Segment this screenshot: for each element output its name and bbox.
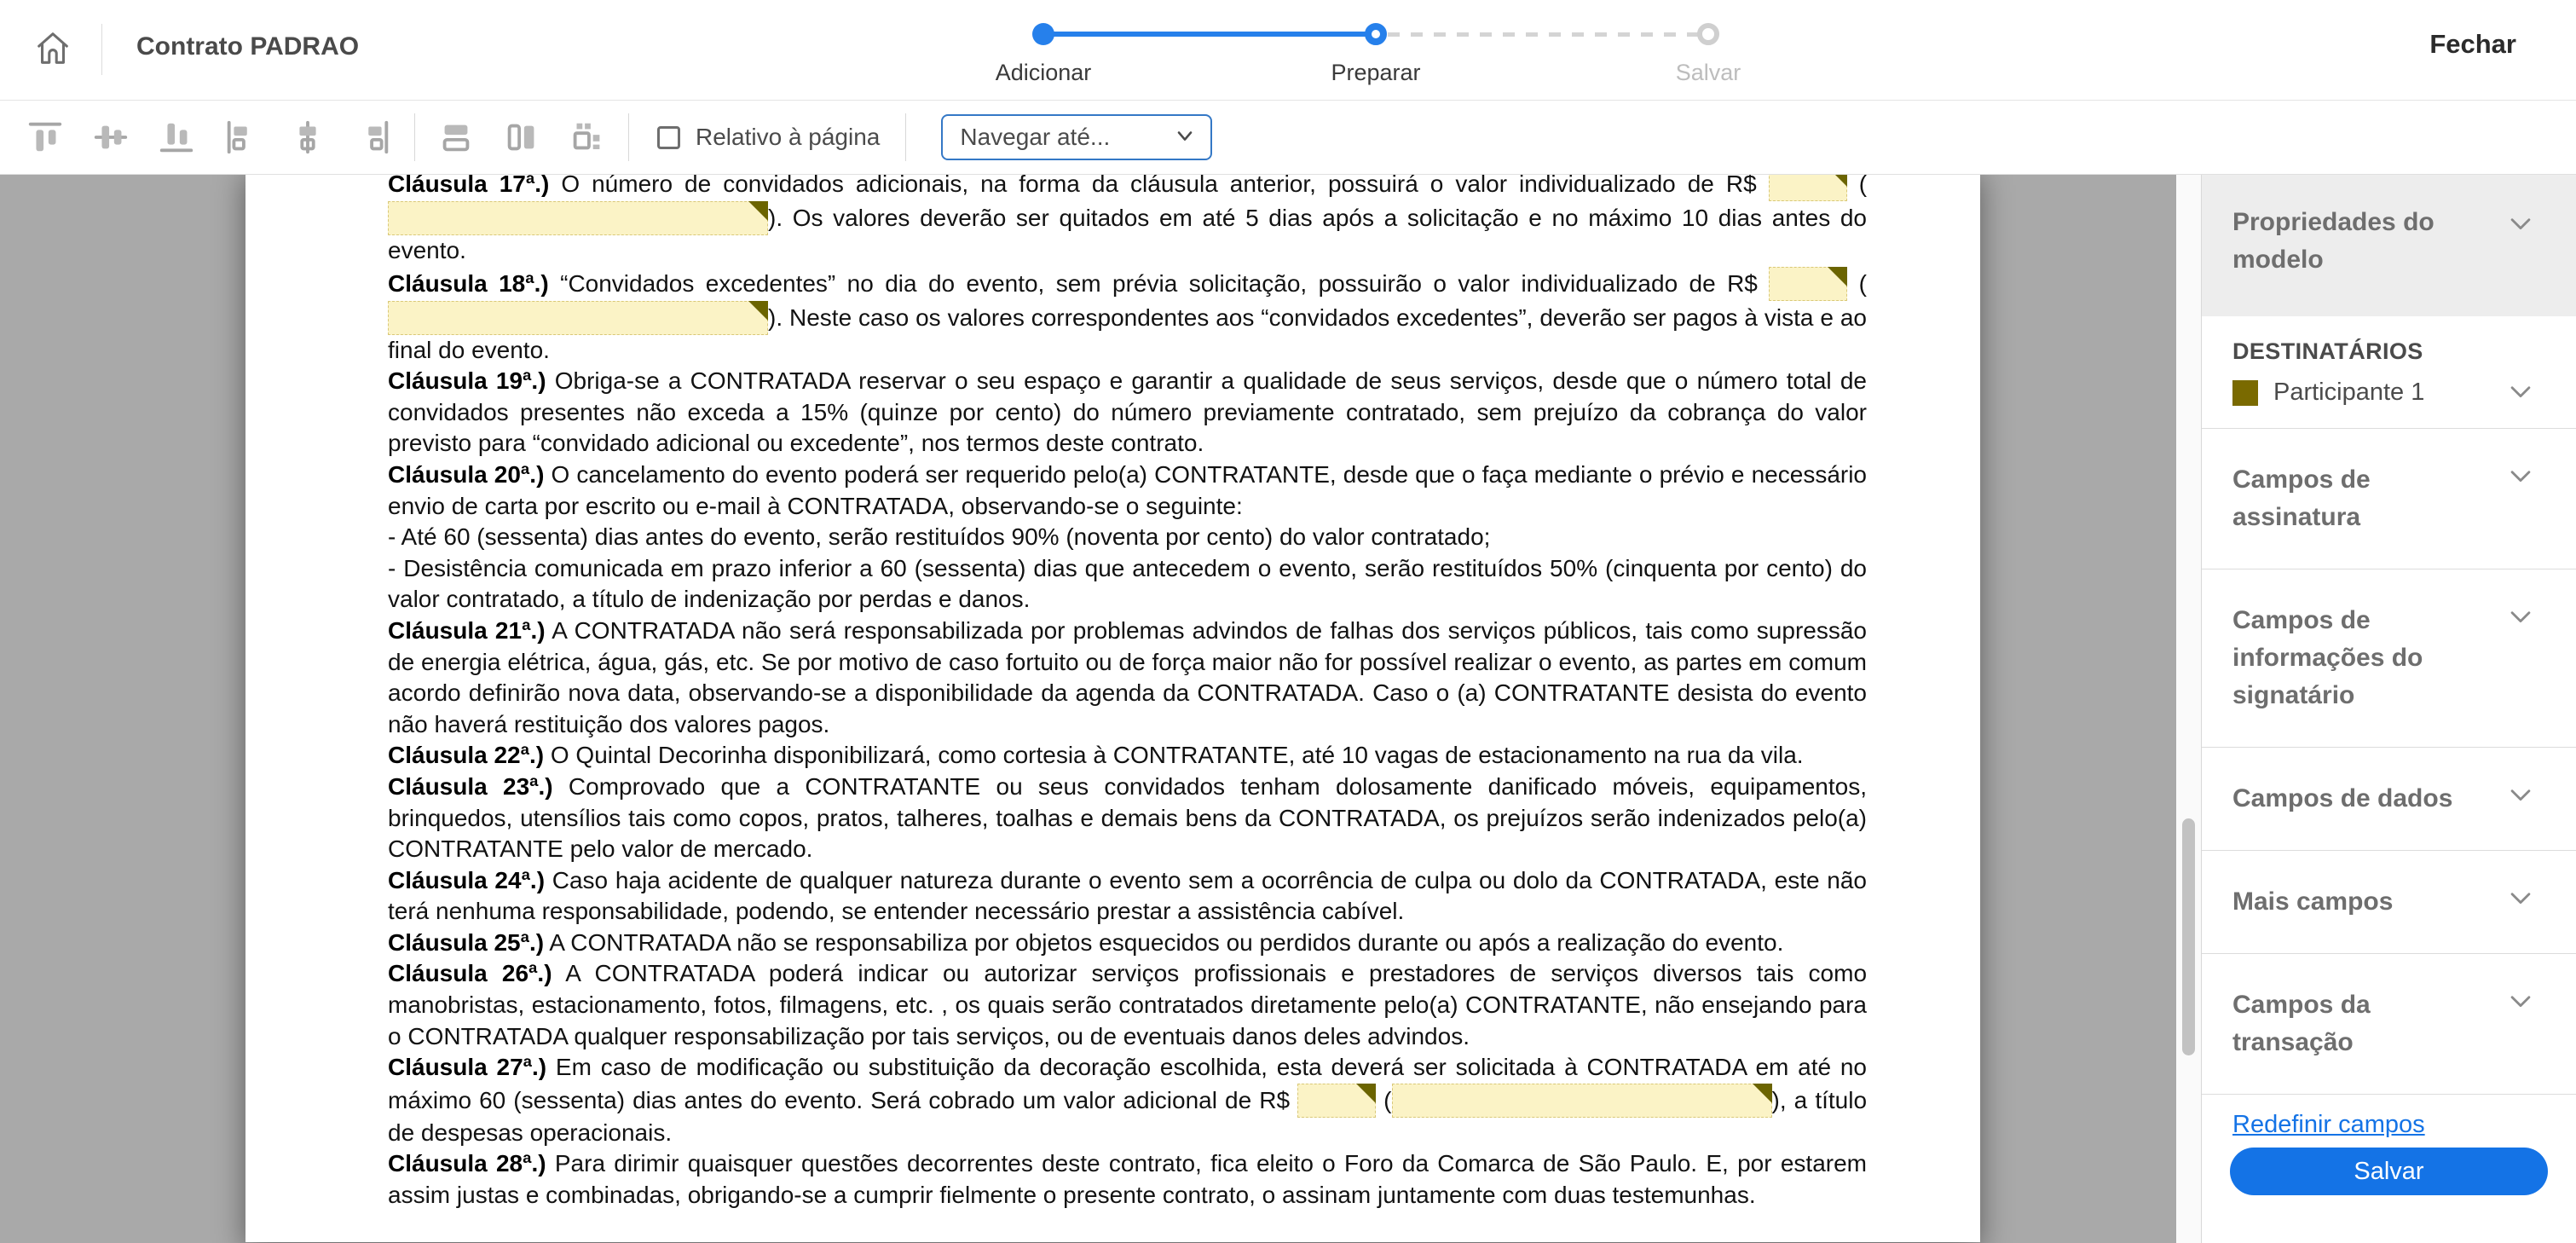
sidebar-sections (2202, 429, 2576, 1095)
toolbar-divider (905, 113, 906, 161)
relative-to-page-checkbox[interactable] (657, 126, 680, 149)
align-top-icon[interactable] (20, 113, 70, 162)
section-label: Campos de dados (2232, 784, 2453, 812)
clause-paragraph: Cláusula 20ª.) O cancelamento do evento poderá ser requerido pelo(a) CONTRATANTE, desde que o faça mediante o prévio e necessário envio de carta por escrito ou e-mail à CONTRATADA, observando-se o seguinte: - Até 60 (sessenta) dias antes do evento, serão restituídos 90% (noventa por cento) do valor contratado; - Desistência comunicada em prazo inferior a 60 (sessenta) dias que antecedem o evento, serão restituídos 50% (cinquenta por cento) do valor contratado, a título de indenização por perdas e danos. (388, 460, 1868, 613)
clause-paragraph: Cláusula 28ª.) Para dirimir quaisquer questões decorrentes deste contrato, fica eleito o Foro da Comarca de São Paulo. E, por estarem assim justas e combinadas, obrigando-se a cumprir fielmente o presente contrato, o assinam juntamente com duas testemunhas. (388, 1150, 1867, 1209)
home-button[interactable] (27, 24, 78, 75)
chevron-down-icon (2506, 780, 2535, 812)
progress-stepper (995, 19, 1741, 90)
form-field[interactable] (1297, 1084, 1376, 1118)
clause-paragraph: Cláusula 24ª.) Caso haja acidente de qualquer natureza durante o evento sem a ocorrência de culpa ou dolo da CONTRATADA, este não terá nenhuma responsabilidade, podendo, se entender necessário prestar a assistência cabível. (388, 866, 1867, 925)
clause-paragraph: Cláusula 23ª.) Comprovado que a CONTRATANTE ou seus convidados tenham dolosamente danificado móveis, equipamentos, brinquedos, utensílios tais como copos, pratos, talheres, toalhas e demais bens da CONTRATADA, os prejuízos serão indenizados pelo(a) CONTRATANTE pelo valor de mercado. (388, 772, 1867, 863)
chevron-down-icon (2506, 602, 2535, 633)
section-label: Campos de assinatura (2232, 465, 2371, 531)
step-dot-preparar[interactable] (1365, 23, 1387, 45)
distribute-horizontal-icon[interactable] (431, 113, 481, 162)
save-button[interactable]: Salvar (2230, 1148, 2548, 1195)
vertical-scrollbar[interactable] (2176, 175, 2201, 1243)
clause-paragraph: Cláusula 22ª.) O Quintal Decorinha disponibilizará, como cortesia à CONTRATANTE, até 10 vagas de estacionamento na rua da vila. (388, 742, 1804, 769)
section-label: Mais campos (2232, 887, 2394, 916)
section-campos-da-transacao[interactable] (2202, 954, 2576, 1095)
align-left-icon[interactable] (217, 113, 267, 162)
step-label-adicionar[interactable]: Adicionar (995, 60, 1092, 85)
step-dot-salvar[interactable] (1697, 23, 1719, 45)
align-center-icon[interactable] (283, 113, 332, 162)
participant-color-swatch (2232, 380, 2258, 406)
align-bottom-icon[interactable] (152, 113, 201, 162)
toolbar-divider (628, 113, 629, 161)
reset-fields-link[interactable]: Redefinir campos (2232, 1111, 2425, 1138)
chevron-down-icon (2506, 209, 2535, 242)
section-label: Campos da transação (2232, 991, 2371, 1056)
clause-paragraph: Cláusula 21ª.) A CONTRATADA não será responsabilizada por problemas advindos de falhas dos serviços públicos, tais como supressão de energia elétrica, água, gás, etc. Se por motivo de caso fortuito ou de força maior não for possível realizar o evento, as partes em comum acordo definirão nova data, observando-se a disponibilidade da agenda da CONTRATADA. Caso o (a) CONTRATANTE desista do evento não haverá restituição dos valores pagos. (388, 616, 1867, 737)
clause-paragraph: Cláusula 19ª.) Obriga-se a CONTRATADA reservar o seu espaço e garantir a qualidade de seus serviços, desde que o número total de convidados presentes não exceda a 15% (quinze por cento) do número previamente contratado, sem prejuízo da cobrança do valor previsto para “convidado adicional ou excedente”, nos termos deste contrato. (388, 367, 1868, 457)
section-campos-de-dados[interactable] (2202, 748, 2576, 851)
stepper-line-complete (1043, 32, 1378, 37)
document-viewer (0, 175, 2201, 1243)
clause-paragraph: Cláusula 18ª.) “Convidados excedentes” no dia do evento, sem prévia solicitação, possuirão o valor individualizado de R$ (). Neste caso os valores correspondentes aos “convidados excedentes”, deverão ser pagos à vista e ao final do evento. (388, 267, 1867, 367)
section-campos-de-assinatura[interactable] (2202, 429, 2576, 569)
stepper-line-upcoming (1388, 32, 1708, 37)
chevron-down-icon (2506, 883, 2535, 915)
clause-paragraph: Cláusula 26ª.) A CONTRATADA poderá indicar ou autorizar serviços profissionais e prestadores de serviços diversos tais como manobristas, estacionamento, fotos, filmagens, etc. , os quais serão contratados diretamente pelo(a) CONTRATANTE, não ensejando para o CONTRATADA qualquer responsabilização por tais serviços, ou de eventuais danos deles advindos. (388, 960, 1868, 1049)
recipients-heading: DESTINATÁRIOS (2232, 338, 2423, 364)
document-text (388, 175, 1867, 1211)
page-title: Contrato PADRAO (136, 32, 360, 61)
clause-paragraph: Cláusula 27ª.) Em caso de modificação ou substituição da decoração escolhida, esta deverá ser solicitada à CONTRATADA em até no máximo 60 (sessenta) dias antes do evento. Será cobrado um valor adicional de R$ ( ), a título de despesas operacionais. (388, 1054, 1868, 1146)
template-properties-label: Propriedades do modelo (2232, 208, 2434, 274)
home-icon (33, 29, 72, 71)
chevron-down-icon (2506, 986, 2535, 1018)
chevron-down-icon (2506, 461, 2535, 493)
form-field[interactable] (1769, 267, 1847, 301)
document-page (245, 175, 1980, 1242)
close-button[interactable]: Fechar (2429, 29, 2516, 59)
participant-label: Participante 1 (2273, 379, 2425, 406)
step-label-salvar[interactable]: Salvar (1675, 60, 1741, 85)
section-template-properties[interactable] (2202, 175, 2576, 316)
form-field[interactable] (388, 301, 768, 335)
participant-row[interactable] (2232, 379, 2545, 407)
toolbar-icons (20, 113, 628, 162)
topbar-divider (101, 24, 102, 75)
section-mais-campos[interactable] (2202, 851, 2576, 954)
align-right-icon[interactable] (349, 113, 398, 162)
step-label-preparar[interactable]: Preparar (1331, 60, 1421, 85)
navigate-dropdown-value: Navegar até... (960, 124, 1111, 150)
distribute-vertical-icon[interactable] (497, 113, 546, 162)
scrollbar-thumb[interactable] (2182, 818, 2195, 1055)
form-field[interactable] (1769, 175, 1847, 201)
form-field[interactable] (388, 201, 768, 235)
relative-to-page-checkbox-row[interactable] (657, 124, 905, 151)
toolbar-divider (414, 113, 415, 161)
clause-paragraph: Cláusula 25ª.) A CONTRATADA não se responsabiliza por objetos esquecidos ou perdidos durante ou após a realização do evento. (388, 928, 1784, 956)
step-dot-adicionar[interactable] (1032, 23, 1054, 45)
match-size-icon[interactable] (563, 113, 612, 162)
chevron-down-icon (1173, 124, 1197, 152)
field-toolbar (0, 101, 2576, 175)
form-field[interactable] (1392, 1084, 1772, 1118)
section-campos-de-informacoes-do-signatario[interactable] (2202, 569, 2576, 748)
right-sidebar (2201, 175, 2576, 1243)
chevron-down-icon (2506, 377, 2535, 410)
section-label: Campos de informações do signatário (2232, 606, 2423, 709)
relative-to-page-label: Relativo à página (696, 124, 881, 150)
align-middle-icon[interactable] (86, 113, 136, 162)
recipients-block (2202, 316, 2576, 429)
clause-paragraph: Cláusula 17ª.) O número de convidados adicionais, na forma da cláusula anterior, possuirá o valor individualizado de R$ (). Os valores deverão ser quitados em até 5 dias após a solicitação e no máximo 10 dias antes do evento. (388, 175, 1867, 267)
top-bar (0, 0, 2576, 101)
navigate-dropdown[interactable] (941, 114, 1212, 160)
